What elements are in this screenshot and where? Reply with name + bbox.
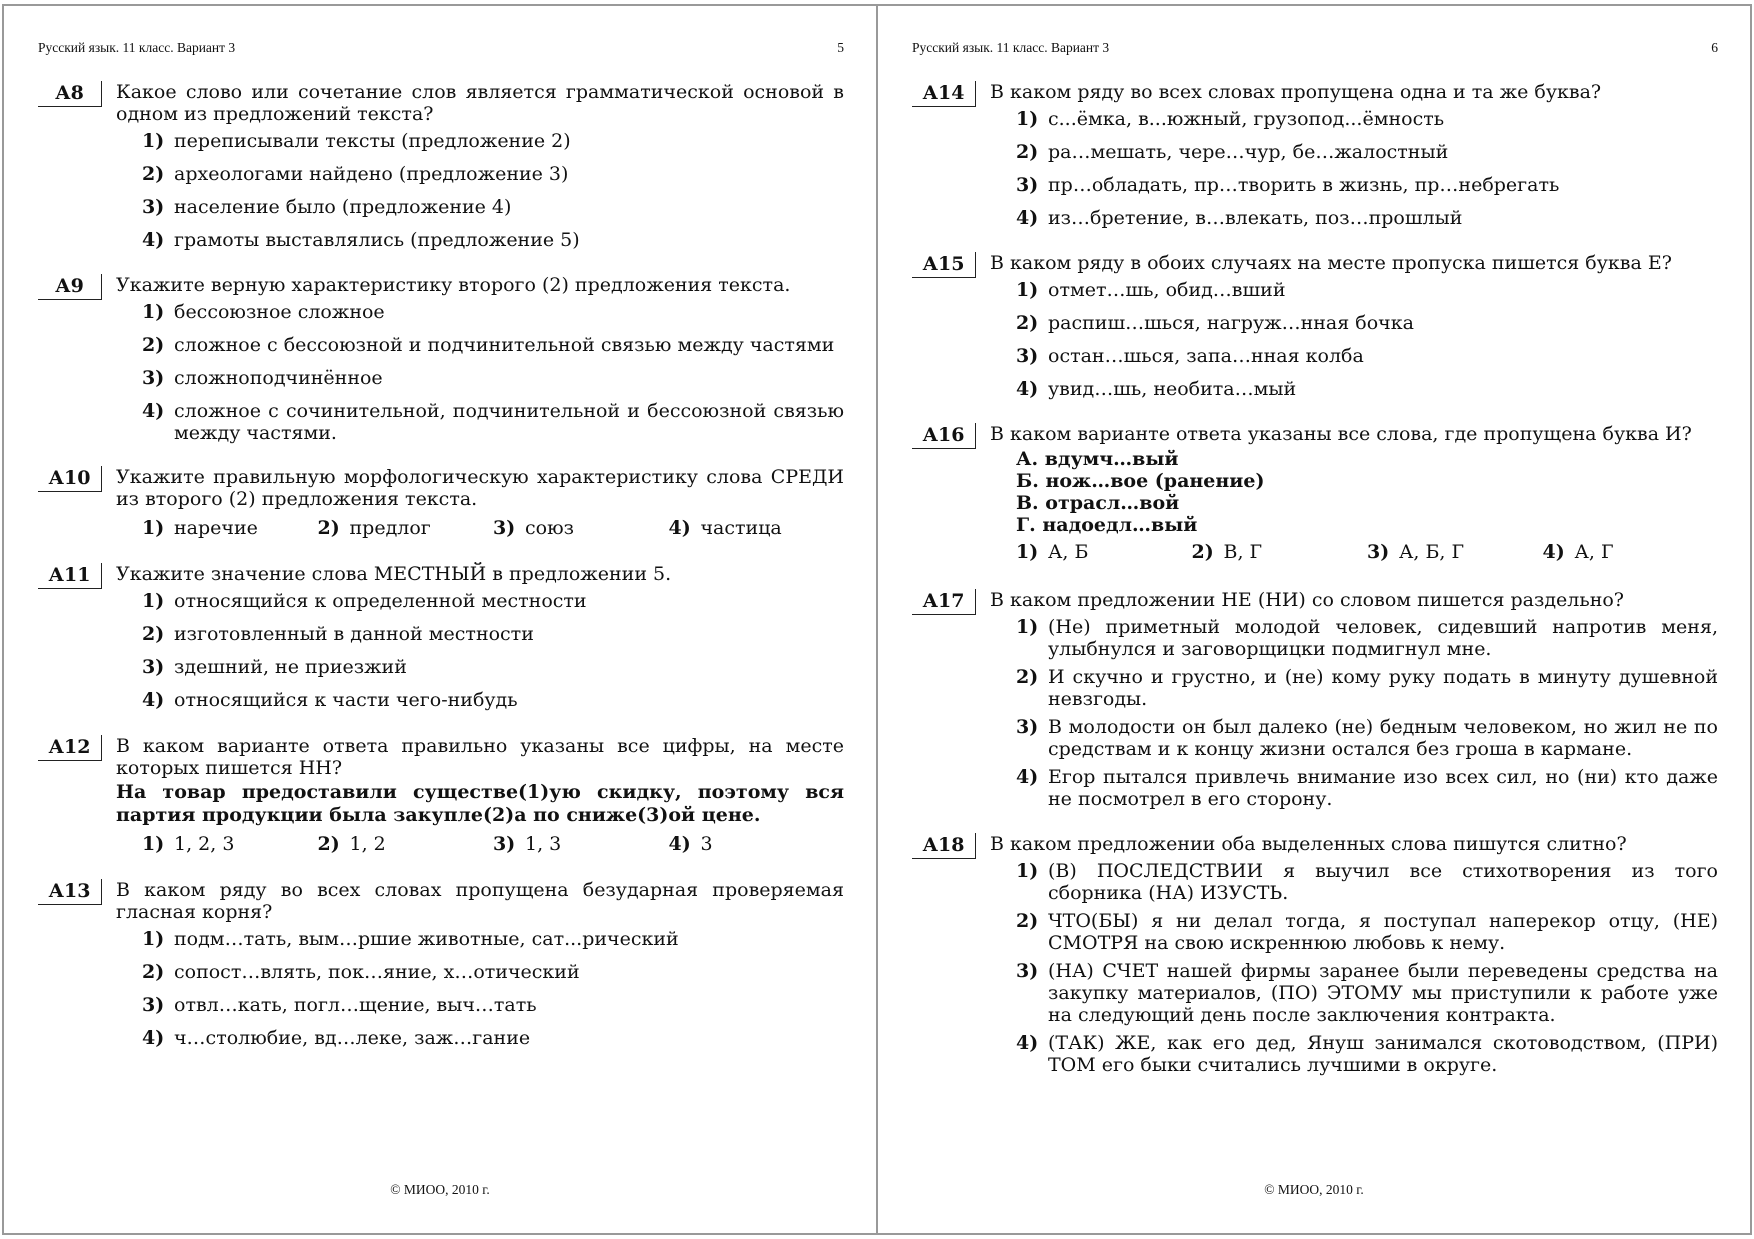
options-list bbox=[142, 301, 844, 444]
option-number: 2) bbox=[142, 334, 165, 356]
option bbox=[142, 1027, 844, 1049]
option-text: изготовленный в данной местности bbox=[174, 623, 534, 645]
option-number: 4) bbox=[142, 400, 165, 422]
option-text: А, Г bbox=[1574, 541, 1614, 563]
option bbox=[1016, 666, 1718, 710]
option bbox=[1367, 541, 1543, 563]
option-number: 1) bbox=[1016, 541, 1039, 563]
option-text: отвл…кать, погл…щение, выч…тать bbox=[174, 994, 537, 1016]
option bbox=[669, 517, 845, 539]
option-text: ч…столюбие, вд…леке, заж…гание bbox=[174, 1027, 531, 1049]
option-text: относящийся к определенной местности bbox=[174, 590, 587, 612]
word-item: В. отрасл…вой bbox=[1016, 492, 1180, 514]
option bbox=[1016, 108, 1718, 130]
word-item: А. вдумч…вый bbox=[1016, 448, 1179, 470]
word-item: Г. надоедл…вый bbox=[1016, 514, 1198, 536]
option bbox=[1192, 541, 1368, 563]
option bbox=[1016, 312, 1718, 334]
task-code: А18 bbox=[912, 833, 976, 859]
option bbox=[142, 301, 844, 323]
option bbox=[142, 367, 844, 389]
option bbox=[142, 334, 844, 356]
task-a18 bbox=[912, 833, 1718, 1076]
option-text: Егор пытался привлечь внимание изо всех сил, но (ни) кто даже не посмотрел в его сторону. bbox=[1048, 766, 1718, 810]
option bbox=[318, 833, 494, 855]
options-list bbox=[1016, 279, 1718, 400]
option-text: И скучно и грустно, и (не) кому руку подать в минуту душевной невзгоды. bbox=[1048, 666, 1718, 710]
page-number: 6 bbox=[1711, 40, 1718, 55]
option-number: 2) bbox=[317, 833, 340, 855]
option-text: население было (предложение 4) bbox=[174, 196, 512, 218]
option-number: 1) bbox=[142, 517, 165, 539]
page-header bbox=[38, 40, 844, 60]
option-number: 4) bbox=[1016, 766, 1039, 788]
option-text: сложное с сочинительной, подчинительной и бессоюзной связью между частями. bbox=[174, 400, 844, 444]
option bbox=[1016, 279, 1718, 301]
option-number: 4) bbox=[142, 689, 165, 711]
task-question: В каком ряду во всех словах пропущена безударная проверяемая гласная корня? bbox=[116, 879, 844, 923]
option-number: 3) bbox=[142, 656, 165, 678]
option-text: археологами найдено (предложение 3) bbox=[174, 163, 569, 185]
option-number: 4) bbox=[668, 517, 691, 539]
option bbox=[1016, 910, 1718, 954]
option bbox=[142, 994, 844, 1016]
page-number: 5 bbox=[837, 40, 844, 55]
task-code: А8 bbox=[38, 81, 102, 107]
option bbox=[142, 517, 318, 539]
option bbox=[1016, 616, 1718, 660]
option bbox=[142, 196, 844, 218]
option-text: сложноподчинённое bbox=[174, 367, 383, 389]
option-text: А, Б bbox=[1048, 541, 1089, 563]
task-question: В каком варианте ответа указаны все слова, где пропущена буква И? bbox=[990, 423, 1692, 445]
option bbox=[493, 517, 669, 539]
options-list bbox=[1016, 616, 1718, 810]
option-text: (ТАК) ЖЕ, как его дед, Януш занимался скотоводством, (ПРИ) ТОМ его быки считались лучшими в округе. bbox=[1048, 1032, 1718, 1076]
task-code: А12 bbox=[38, 735, 102, 761]
option-text: (НА) СЧЕТ нашей фирмы заранее были переведены средства на закупку материалов, (ПО) ЭТОМУ мы приступили к работе уже на следующий день после заключения контракта. bbox=[1048, 960, 1718, 1026]
option-number: 3) bbox=[1367, 541, 1390, 563]
option bbox=[1543, 541, 1719, 563]
task-question: В каком ряду в обоих случаях на месте пропуска пишется буква Е? bbox=[990, 252, 1672, 274]
option-text: распиш…шься, нагруж…нная бочка bbox=[1048, 312, 1414, 334]
option-text: сложное с бессоюзной и подчинительной связью между частями bbox=[174, 334, 835, 356]
option bbox=[1016, 207, 1718, 229]
option-text: здешний, не приезжий bbox=[174, 656, 407, 678]
option bbox=[1016, 716, 1718, 760]
options-row bbox=[142, 517, 844, 539]
option-number: 1) bbox=[142, 928, 165, 950]
option bbox=[1016, 345, 1718, 367]
option-text: подм…тать, вым…ршие животные, сат...рический bbox=[174, 928, 679, 950]
task-code: А13 bbox=[38, 879, 102, 905]
options-list bbox=[1016, 860, 1718, 1076]
option-number: 2) bbox=[317, 517, 340, 539]
option-text: 1, 2 bbox=[349, 833, 386, 855]
option-number: 1) bbox=[1016, 108, 1039, 130]
option bbox=[1016, 174, 1718, 196]
task-question: В каком варианте ответа правильно указаны все цифры, на месте которых пишется НН? bbox=[116, 735, 844, 779]
option bbox=[142, 689, 844, 711]
option-text: наречие bbox=[174, 517, 258, 539]
task-a17 bbox=[912, 589, 1718, 810]
option bbox=[1016, 860, 1718, 904]
option bbox=[1016, 1032, 1718, 1076]
option bbox=[142, 961, 844, 983]
option-text: с...ёмка, в...южный, грузопод...ёмность bbox=[1048, 108, 1445, 130]
option bbox=[142, 163, 844, 185]
option-number: 3) bbox=[142, 196, 165, 218]
option-text: пр…обладать, пр…творить в жизнь, пр…небрегать bbox=[1048, 174, 1560, 196]
option-text: 1, 2, 3 bbox=[174, 833, 235, 855]
option-number: 3) bbox=[142, 367, 165, 389]
option-number: 1) bbox=[142, 130, 165, 152]
option-number: 1) bbox=[142, 301, 165, 323]
task-a12 bbox=[38, 735, 844, 855]
option-number: 3) bbox=[493, 517, 516, 539]
task-a16 bbox=[912, 423, 1718, 563]
task-a10 bbox=[38, 466, 844, 539]
option-number: 2) bbox=[1016, 910, 1039, 932]
option-text: союз bbox=[525, 517, 574, 539]
option-number: 3) bbox=[142, 994, 165, 1016]
option bbox=[493, 833, 669, 855]
task-question: Укажите правильную морфологическую характеристику слова СРЕДИ из второго (2) предложения текста. bbox=[116, 466, 844, 510]
task-question: В каком предложении НЕ (НИ) со словом пишется раздельно? bbox=[990, 589, 1624, 611]
option-text: ЧТО(БЫ) я ни делал тогда, я поступал наперекор отцу, (НЕ) СМОТРЯ на свою искреннюю любовь к нему. bbox=[1048, 910, 1718, 954]
task-a14 bbox=[912, 81, 1718, 229]
page-content bbox=[38, 81, 844, 1049]
option bbox=[1016, 960, 1718, 1026]
option-number: 2) bbox=[142, 163, 165, 185]
page-footer: © МИОО, 2010 г. bbox=[1264, 1182, 1364, 1197]
option bbox=[142, 656, 844, 678]
options-list bbox=[142, 590, 844, 711]
page-header bbox=[912, 40, 1718, 60]
option-text: относящийся к части чего-нибудь bbox=[174, 689, 518, 711]
task-code: А11 bbox=[38, 563, 102, 589]
options-list bbox=[142, 928, 844, 1049]
task-question: Укажите значение слова МЕСТНЫЙ в предложении 5. bbox=[116, 563, 672, 585]
option-number: 4) bbox=[1016, 1032, 1039, 1054]
option bbox=[142, 833, 318, 855]
option-number: 4) bbox=[1016, 207, 1039, 229]
option-number: 2) bbox=[1016, 666, 1039, 688]
task-question: В каком предложении оба выделенных слова пишутся слитно? bbox=[990, 833, 1627, 855]
option-text: увид…шь, необита…мый bbox=[1048, 378, 1297, 400]
task-a13 bbox=[38, 879, 844, 1049]
task-code: А17 bbox=[912, 589, 976, 615]
word-item: Б. нож…вое (ранение) bbox=[1016, 470, 1265, 492]
option-number: 1) bbox=[1016, 860, 1039, 882]
option-number: 1) bbox=[142, 833, 165, 855]
task-a8 bbox=[38, 81, 844, 251]
options-row bbox=[142, 833, 844, 855]
page-footer: © МИОО, 2010 г. bbox=[390, 1182, 490, 1197]
option-number: 2) bbox=[142, 961, 165, 983]
option bbox=[142, 400, 844, 444]
option bbox=[142, 623, 844, 645]
task-code: А9 bbox=[38, 274, 102, 300]
option-text: сопост…влять, пок…яние, х…отический bbox=[174, 961, 580, 983]
task-code: А14 bbox=[912, 81, 976, 107]
option-number: 1) bbox=[1016, 616, 1039, 638]
option bbox=[669, 833, 845, 855]
option bbox=[318, 517, 494, 539]
option-text: остан…шься, запа…нная колба bbox=[1048, 345, 1364, 367]
option bbox=[142, 130, 844, 152]
option-number: 3) bbox=[1016, 174, 1039, 196]
option-text: частица bbox=[700, 517, 782, 539]
option-number: 2) bbox=[142, 623, 165, 645]
task-a15 bbox=[912, 252, 1718, 400]
task-a11 bbox=[38, 563, 844, 711]
options-list bbox=[1016, 108, 1718, 229]
options-list bbox=[142, 130, 844, 251]
option-text: ра…мешать, чере…чур, бе…жалостный bbox=[1048, 141, 1449, 163]
option-text: (В) ПОСЛЕДСТВИИ я выучил все стихотворения из того сборника (НА) ИЗУСТЬ. bbox=[1048, 860, 1718, 904]
task-a9 bbox=[38, 274, 844, 444]
option-number: 4) bbox=[142, 1027, 165, 1049]
option-number: 2) bbox=[1016, 141, 1039, 163]
option-number: 1) bbox=[1016, 279, 1039, 301]
option-text: А, Б, Г bbox=[1399, 541, 1465, 563]
option-number: 3) bbox=[1016, 716, 1039, 738]
word-list bbox=[1016, 448, 1718, 536]
page-right bbox=[876, 4, 1752, 1235]
header-title: Русский язык. 11 класс. Вариант 3 bbox=[38, 40, 236, 55]
task-sentence: На товар предоставили существе(1)ую скидку, поэтому вся партия продукции была закупле(2)а по сниже(3)ой цене. bbox=[116, 781, 844, 826]
page-left bbox=[2, 4, 878, 1235]
option bbox=[1016, 541, 1192, 563]
header-title: Русский язык. 11 класс. Вариант 3 bbox=[912, 40, 1110, 55]
option-text: отмет…шь, обид…вший bbox=[1048, 279, 1286, 301]
task-question: Какое слово или сочетание слов является грамматической основой в одном из предложений текста? bbox=[116, 81, 844, 125]
option bbox=[142, 229, 844, 251]
option-text: В молодости он был далеко (не) бедным человеком, но жил не по средствам и к концу жизни остался без гроша в кармане. bbox=[1048, 716, 1718, 760]
option bbox=[1016, 766, 1718, 810]
option-text: 3 bbox=[700, 833, 713, 855]
option bbox=[142, 590, 844, 612]
option-text: (Не) приметный молодой человек, сидевший напротив меня, улыбнулся и заговорщицки подмигнул мне. bbox=[1048, 616, 1718, 660]
option-text: предлог bbox=[349, 517, 431, 539]
option-number: 4) bbox=[668, 833, 691, 855]
option-number: 4) bbox=[1016, 378, 1039, 400]
option-text: грамоты выставлялись (предложение 5) bbox=[174, 229, 580, 251]
option-text: бессоюзное сложное bbox=[174, 301, 385, 323]
option-number: 3) bbox=[1016, 960, 1039, 982]
option-text: из…бретение, в…влекать, поз…прошлый bbox=[1048, 207, 1463, 229]
task-question: В каком ряду во всех словах пропущена одна и та же буква? bbox=[990, 81, 1602, 103]
option-number: 3) bbox=[1016, 345, 1039, 367]
task-code: А16 bbox=[912, 423, 976, 449]
option-text: переписывали тексты (предложение 2) bbox=[174, 130, 571, 152]
options-row bbox=[1016, 541, 1718, 563]
option-number: 2) bbox=[1191, 541, 1214, 563]
option-number: 4) bbox=[1542, 541, 1565, 563]
task-code: А15 bbox=[912, 252, 976, 278]
option bbox=[1016, 378, 1718, 400]
task-code: А10 bbox=[38, 466, 102, 492]
option-number: 1) bbox=[142, 590, 165, 612]
option bbox=[142, 928, 844, 950]
option-number: 4) bbox=[142, 229, 165, 251]
option-text: 1, 3 bbox=[525, 833, 562, 855]
option bbox=[1016, 141, 1718, 163]
option-number: 2) bbox=[1016, 312, 1039, 334]
page-content bbox=[912, 81, 1718, 1076]
task-question: Укажите верную характеристику второго (2) предложения текста. bbox=[116, 274, 791, 296]
option-number: 3) bbox=[493, 833, 516, 855]
option-text: В, Г bbox=[1223, 541, 1263, 563]
